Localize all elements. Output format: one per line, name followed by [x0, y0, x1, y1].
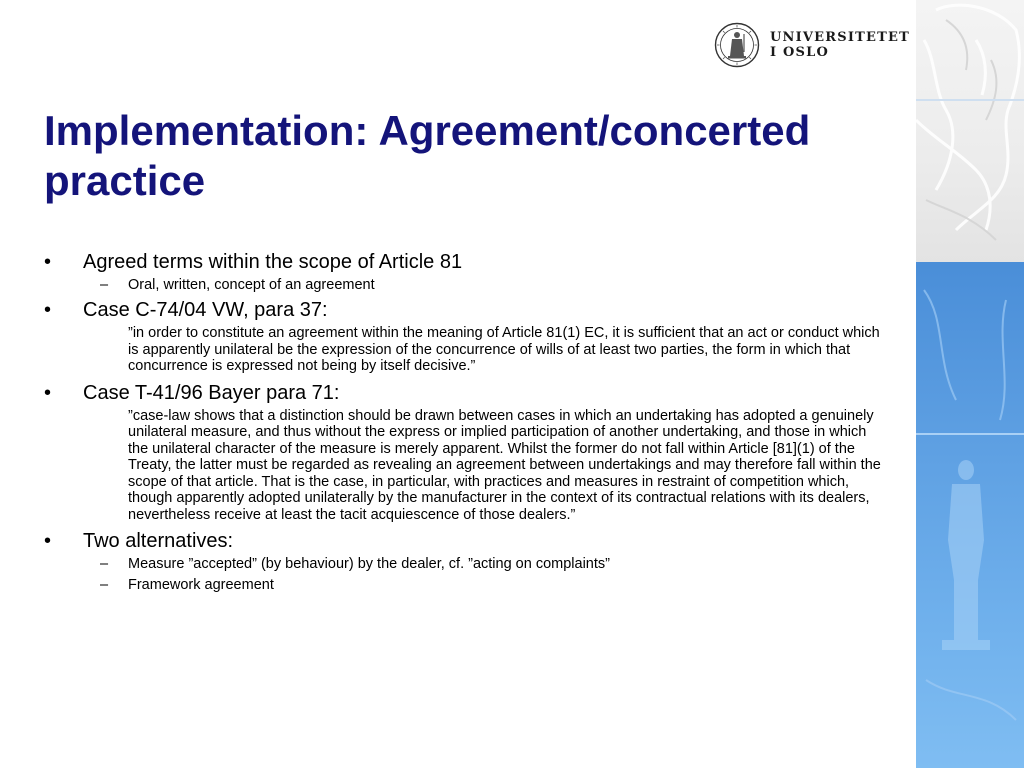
university-logo [714, 20, 911, 70]
side-decoration [916, 0, 1024, 768]
wordmark-line-1: UNIVERSITETET [770, 30, 911, 45]
bullet-text: Two alternatives: [83, 530, 234, 552]
sub-bullet-item [44, 577, 890, 594]
bullet-item [44, 529, 890, 553]
bullet-item [44, 250, 890, 274]
slide-title: Implementation: Agreement/concerted practice [44, 107, 811, 204]
sub-bullet-item [44, 556, 890, 573]
university-seal-icon [714, 22, 760, 68]
bullet-marker: • [44, 381, 52, 404]
dash-marker: – [100, 577, 109, 593]
bullet-text: Case T-41/96 Bayer para 71: [83, 381, 340, 404]
case-quote: ”case-law shows that a distinction should be drawn between cases in which an undertaking has adopted a genuinely unilateral measure, and thus without the express or implied participation of another undertaking, and those in which the unilateral character of the measure is merely apparent. Whilst the former do not fall within Article [81](1) of the Treaty, the latter must be regarded as revealing an agreement between undertakings and may therefore fall within the scope of that article. That is the case, in particular, with practices and measures in restraint of competition which, though apparently adopted unilaterally by the manufacturer in the context of its contractual relations with its dealers, nevertheless receive at least the tacit acquiescence of those dealers.” [128, 407, 881, 523]
slide-body [44, 250, 890, 598]
dash-marker: – [100, 277, 109, 293]
bullet-marker: • [44, 530, 52, 552]
bullet-marker: • [44, 251, 52, 273]
bullet-text: Agreed terms within the scope of Article 81 [83, 251, 463, 273]
university-wordmark [770, 30, 910, 60]
classical-bust-decoration-icon [916, 0, 1024, 768]
wordmark-line-2: I OSLO [770, 45, 829, 60]
bullet-marker: • [44, 299, 52, 321]
bullet-item [44, 381, 890, 405]
dash-marker: – [100, 556, 109, 572]
bullet-text: Case C-74/04 VW, para 37: [83, 299, 328, 321]
sub-bullet-text: Measure ”accepted” (by behaviour) by the dealer, cf. ”acting on complaints” [128, 556, 610, 572]
sub-bullet-item [44, 277, 890, 294]
bullet-item [44, 298, 890, 322]
case-quote: ”in order to constitute an agreement within the meaning of Article 81(1) EC, it is sufficient that an act or conduct which is apparently unilateral be the expression of the concurrence of wills of at least two parties, the form in which that concurrence is expressed not being by itself decisive.” [128, 325, 880, 374]
sub-bullet-text: Oral, written, concept of an agreement [128, 277, 375, 293]
sub-bullet-text: Framework agreement [128, 577, 274, 593]
